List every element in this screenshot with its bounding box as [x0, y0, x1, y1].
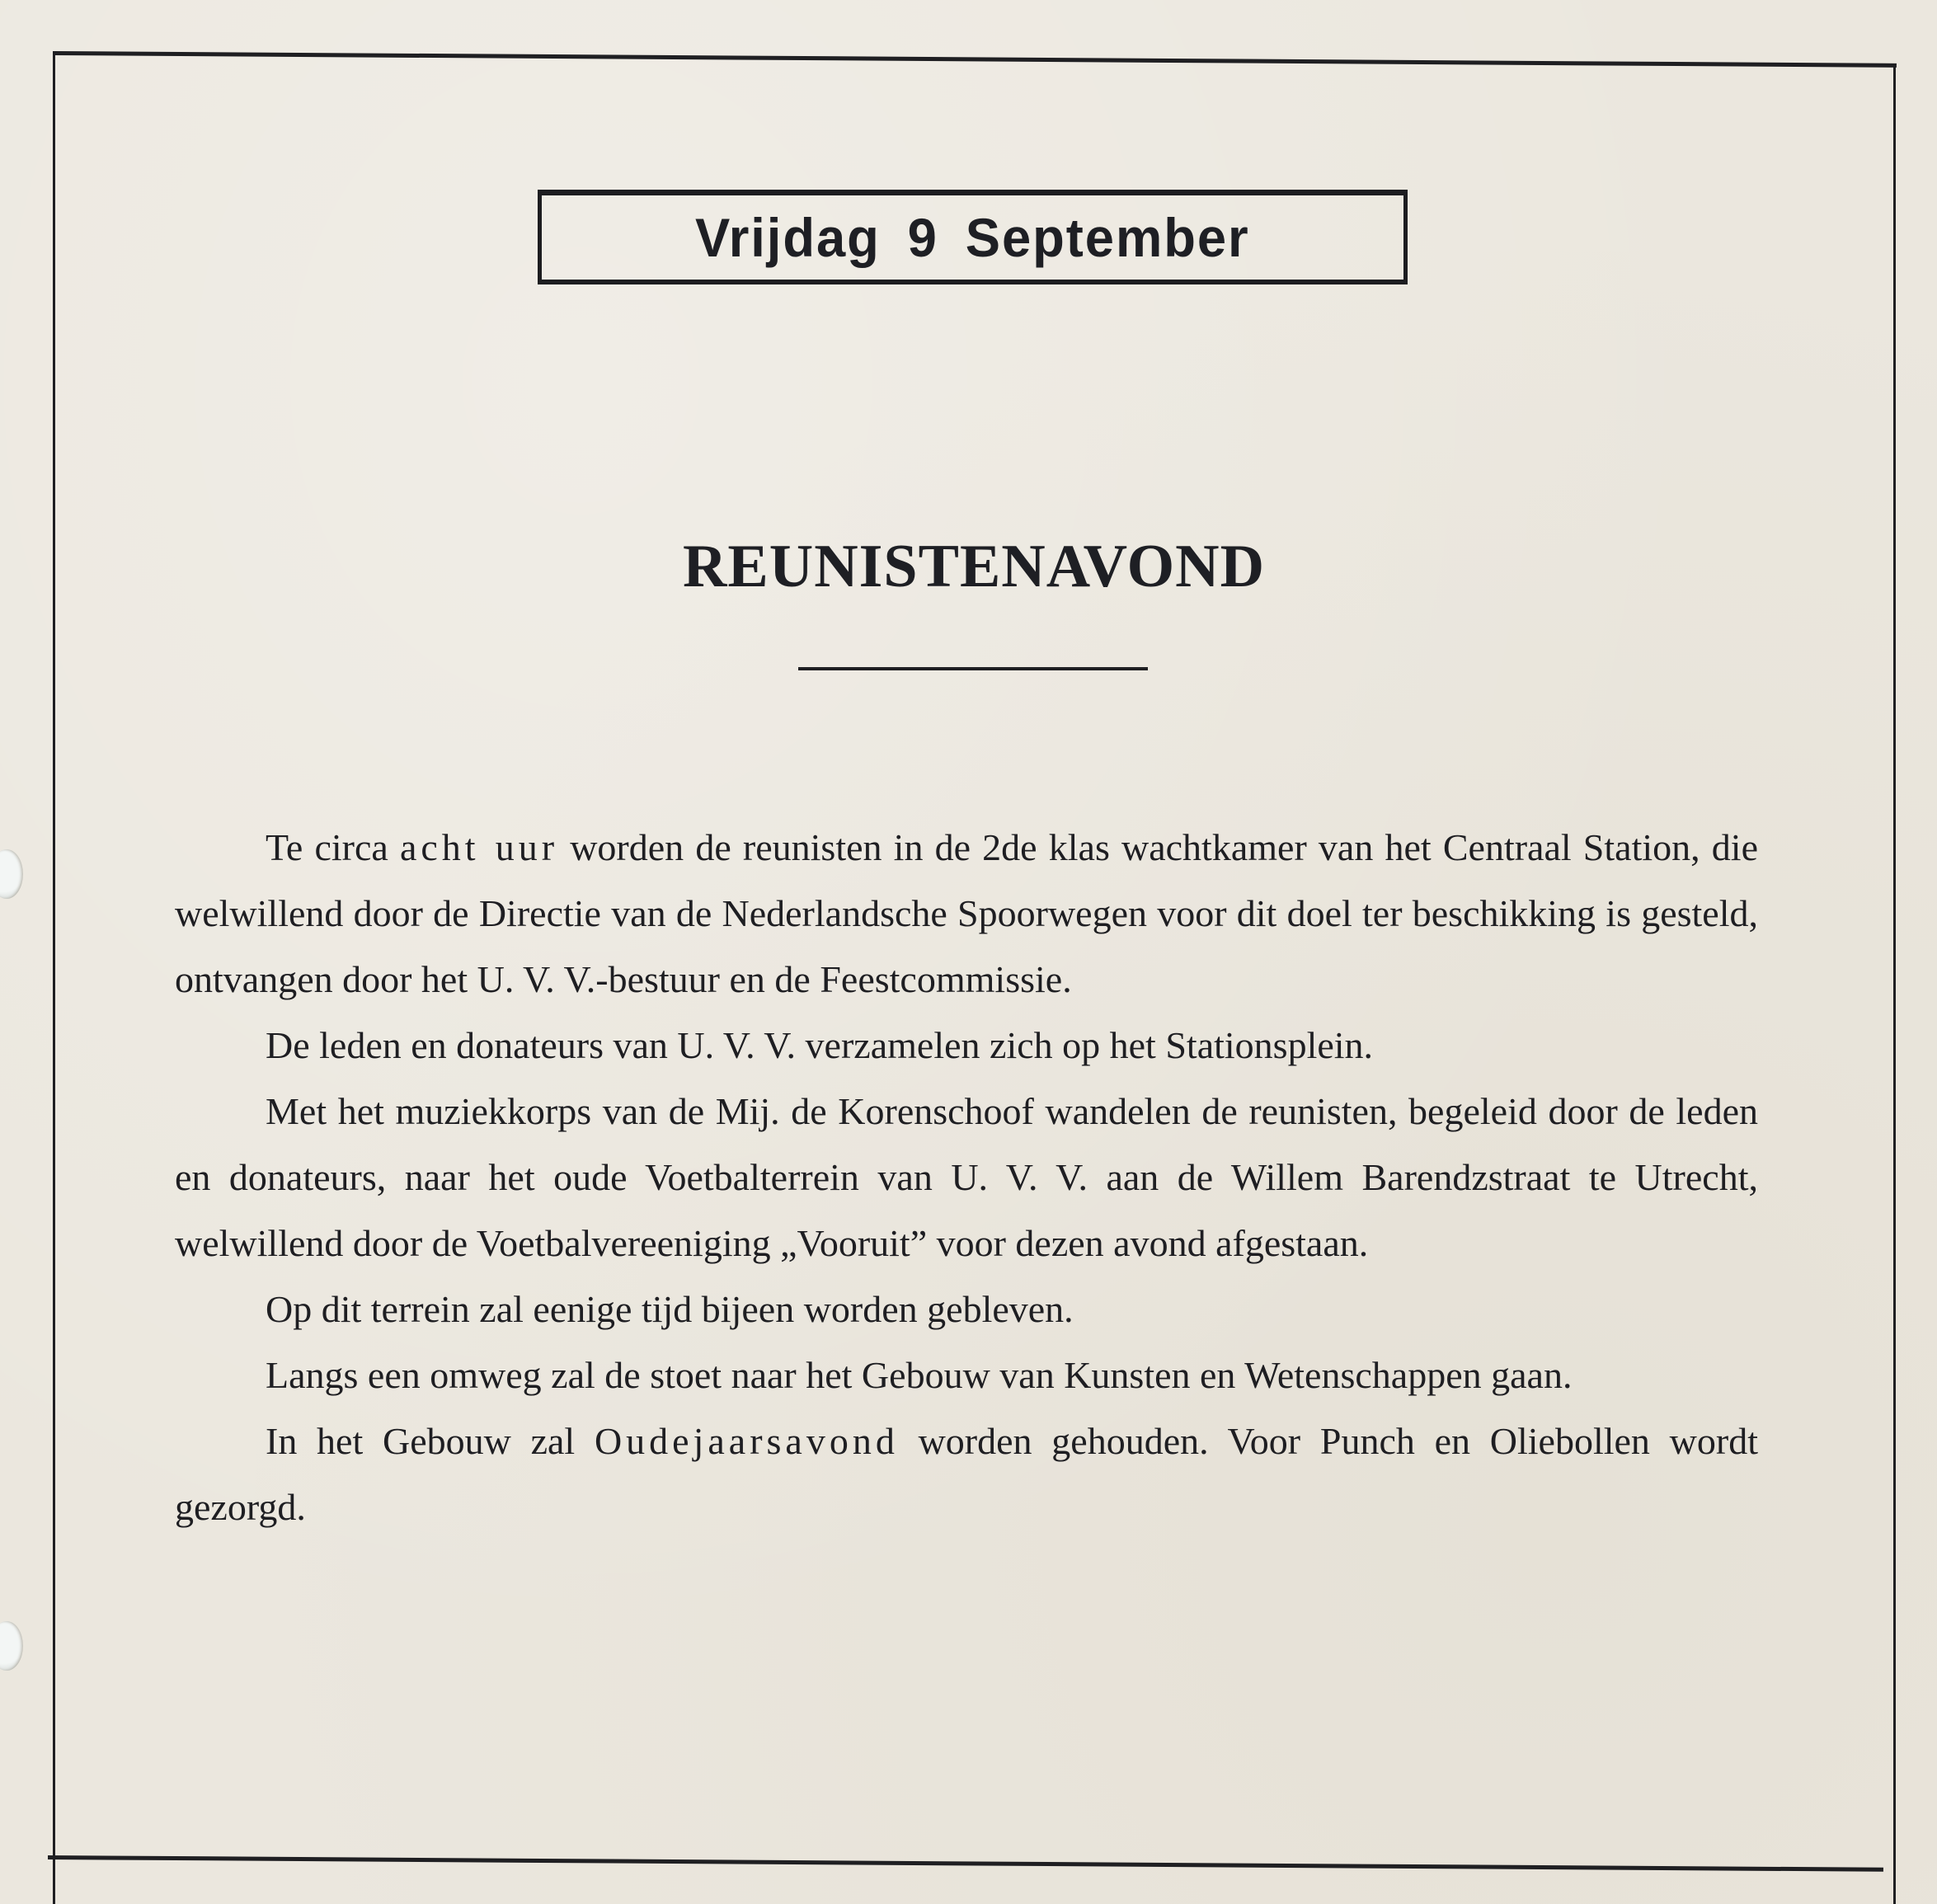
date-header: Vrijdag 9 September [695, 207, 1250, 268]
paragraph [175, 1342, 1758, 1408]
paragraph-text: In het Gebouw zal [266, 1420, 595, 1462]
punch-hole [0, 849, 23, 899]
frame-bottom-rule [48, 1855, 1883, 1872]
frame-top-rule [54, 51, 1897, 68]
paragraph-text: De leden en donateurs van U. V. V. verzamelen zich op het Stationsplein. [266, 1024, 1374, 1066]
punch-hole [0, 1621, 23, 1671]
paragraph-text: Langs een omweg zal de stoet naar het Gebouw van Kunsten en Wetenschappen gaan. [266, 1354, 1573, 1396]
title-divider [798, 667, 1148, 670]
frame-left-rule [53, 51, 55, 1904]
frame-right-rule [1893, 64, 1896, 1904]
paragraph [175, 815, 1758, 1013]
date-header-box [538, 190, 1408, 284]
paragraph-text: worden de reunisten in de 2de klas wachtkamer van het Centraal Station, die welwillend door de Directie van de Nederlandsche Spoorwegen voor dit doel ter beschikking is gesteld, ontvangen door het U. V. V.-bestuur en de Feestcommissie. [175, 826, 1758, 1000]
paragraph-text: Op dit terrein zal eenige tijd bijeen worden gebleven. [266, 1288, 1074, 1330]
paragraph [175, 1276, 1758, 1342]
paragraph-text: Met het muziekkorps van de Mij. de Korenschoof wandelen de reunisten, begeleid door de leden en donateurs, naar het oude Voetbalterrein van U. V. V. aan de Willem Barendzstraat te Utrecht, welwillend door de Voetbalvereeniging „Vooruit” voor dezen avond afgestaan. [175, 1090, 1758, 1264]
paragraph [175, 1079, 1758, 1276]
emphasis-text: Oudejaarsavond [594, 1420, 899, 1462]
paragraph-text: worden gehouden. Voor Punch en Oliebollen wordt gezorgd. [175, 1420, 1758, 1528]
emphasis-text: acht uur [399, 826, 559, 868]
paragraph-text: Te circa [266, 826, 400, 868]
paragraph [175, 1408, 1758, 1540]
page-title: REUNISTENAVOND [682, 533, 1266, 600]
paragraph [175, 1013, 1758, 1079]
body-text [175, 815, 1758, 1540]
